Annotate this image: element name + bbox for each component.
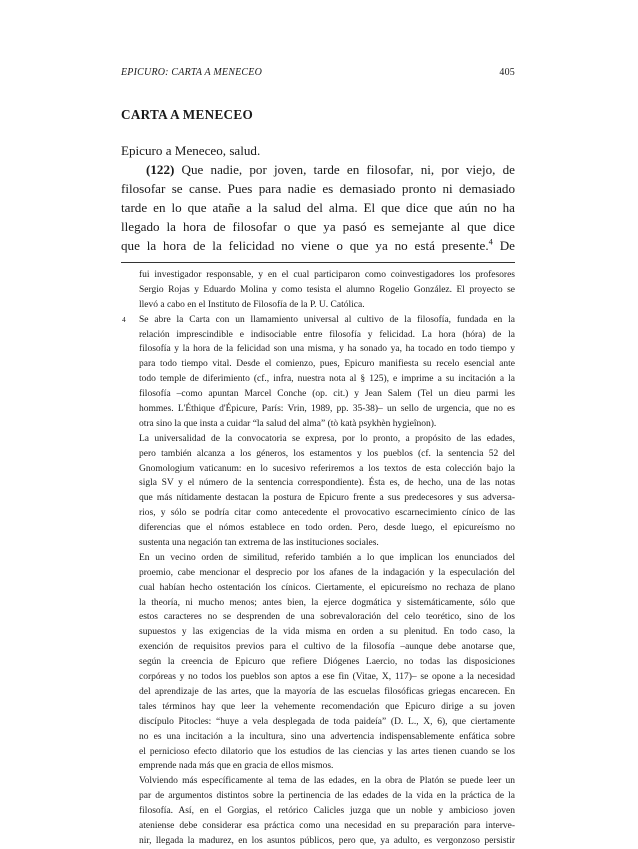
footnote-line: Gnomologium vaticanum: en lo sucesivo referiremos a los textos de esta colección bajo la [139, 463, 515, 474]
running-head-title: EPICURO: CARTA A MENECEO [121, 67, 262, 78]
footnote-line: del aprendizaje de las artes, que la mayoría de las escuelas filosóficas griegas encarecen. En [139, 686, 515, 697]
footnote-line: Se abre la Carta con un llamamiento universal al cultivo de la filosofía, fundada en la [139, 314, 515, 325]
footnote-line: emprende nada más que en gracia de ellos mismos. [139, 761, 334, 772]
footnote-line: no es una incitación a la incultura, sino una advertencia indispensablemente enfática sobre [139, 731, 515, 742]
footnote-line: pero también alcanza a los géneros, los estamentos y los pueblos (cf. la sentencia 52 del [139, 448, 515, 459]
footnote-line: estos caracteres no se desprenden de una sobrevaloración del celo teorético, sino de los [139, 612, 515, 623]
footnote-line: cual habían hecho ostentación los cínicos. Ciertamente, el epicureísmo no rechaza de plano [139, 582, 515, 593]
footnote-line: fui investigador responsable, y en el cual participaron como coinvestigadores los profesores [139, 270, 515, 280]
body-line: llegado la hora de filosofar o que ya pasó es semejante al que dice [121, 219, 515, 235]
running-head [121, 67, 515, 81]
footnotes [122, 268, 515, 849]
footnote-line: filosofía y la hora de la felicidad son una misma, y ha sonado ya, ha tocado en todo tiempo y [139, 344, 515, 355]
footnote-line: Volviendo más específicamente al tema de las edades, en la obra de Platón se puede leer un [139, 776, 515, 787]
body-line: tarde en lo que atañe a la salud del alma. El que dice que aún no ha [121, 200, 515, 216]
footnote-line: relación imprescindible e indisociable entre filosofía y felicidad. La hora (hóra) de la [139, 329, 515, 340]
footnote-line: que más nítidamente destacan la postura de Epicuro frente a sus predecesores y sus adversa- [139, 493, 515, 504]
footnote-line: En un vecino orden de similitud, referido también a lo que implican los enunciados del [139, 552, 515, 563]
footnote-line: según la creencia de Epicuro que refiere Diógenes Laercio, no todas las disposiciones [139, 657, 515, 668]
footnote-line: hommes. L'Éthique d'Épicure, París: Vrin, 1989, pp. 35-38)– un sello de urgencia, que no es [139, 404, 515, 415]
footnote-rule [121, 262, 515, 263]
footnote-number: 4 [122, 314, 126, 324]
footnote-line: La universalidad de la convocatoria se expresa, por lo pronto, a propósito de las edades, [139, 433, 515, 444]
footnote-line: diferencias que el nómos establece en todo orden. Pero, desde luego, el epicureísmo no [139, 523, 515, 534]
body-line: (122) Que nadie, por joven, tarde en filosofar, ni, por viejo, de [146, 162, 515, 178]
greeting-line: Epicuro a Meneceo, salud. [121, 143, 261, 158]
footnote-line: exención de requisitos previos para el cultivo de la filosofía –aunque debe anotarse que, [139, 642, 515, 653]
footnote-line: Sergio Rojas y Eduardo Molina y como tesista el alumno Rogelio González. El proyecto se [139, 284, 515, 295]
section-heading: CARTA A MENECEO [121, 107, 254, 122]
footnote-4 [122, 313, 515, 849]
footnote-line: nir, llegada la madurez, en los asuntos públicos, pero que, ya adulto, es vergonzoso persistir [139, 835, 515, 846]
body-line: que la hora de la felicidad no viene o que ya no está presente.$^4$ De [121, 237, 515, 254]
body-line: filosofar se canse. Pues para nadie es demasiado pronto ni demasiado [121, 181, 515, 197]
paragraph-number: (122) [146, 162, 175, 178]
footnote-line: la theoría, ni mucho menos; antes bien, la ejerce dogmática y sistemáticamente, sólo que [139, 597, 515, 608]
footnote-continuation [139, 268, 515, 313]
page-number: 405 [499, 67, 515, 78]
footnote-reference[interactable]: 4 [488, 237, 493, 248]
body-text [121, 141, 515, 256]
footnote-line: filosofía –como apuntan Marcel Conche (op. cit.) y Jean Salem (Tel un dieu parmi les [139, 389, 515, 400]
footnote-line: el pernicioso efecto dilatorio que los estudios de las ciencias y las artes tienen cuando se los [139, 746, 515, 757]
footnote-line: otra sino la que insta a cuidar “la salud del alma” (tò katà psykhèn hygieînon). [139, 418, 437, 429]
footnote-line: filosofía. Así, en el Gorgias, el retórico Calicles juzga que un noble y ambicioso joven [139, 806, 515, 817]
footnote-line: llevó a cabo en el Instituto de Filosofía de la P. U. Católica. [139, 299, 365, 310]
footnote-line: proemio, cabe mencionar el desprecio por los afanes de la indagación y la especulación del [139, 567, 515, 578]
footnote-line: discípulo Pitocles: “huye a vela desplegada de toda paideía” (D. L., X, 6), que ciertamente [139, 716, 515, 727]
footnote-line: sustenta una negación tan extrema de las instituciones sociales. [139, 538, 379, 549]
footnote-line: sigla SV y el número de la sentencia correspondiente). Ésta es, de hecho, una de las notas [139, 478, 515, 489]
footnote-line: supuestos y las exigencias de la vida misma en orden a su plenitud. En todo caso, la [139, 627, 515, 638]
footnote-line: todo temple de diferimiento (cf., infra, nuestra nota al § 125), e imprime a su incitación a la [139, 374, 515, 385]
footnote-line: tales términos hay que leer la vehemente recomendación que Epicuro dirige a su joven [139, 701, 515, 712]
footnote-line: rios, y sólo se podría citar como antecedente el provocativo escarnecimiento cínico de las [139, 508, 515, 519]
footnote-line: par de argumentos distintos sobre la pertinencia de las edades de la vida en la práctica de la [139, 791, 515, 802]
footnote-line: ateniense debe considerar esa práctica como una necesidad en su preparación para interve- [139, 820, 515, 831]
footnote-line: para todo tiempo vital. Desde el comienzo, pues, Epicuro manifiesta su recelo esencial ante [139, 359, 515, 370]
footnote-line: corpóreas y no todos los pueblos son aptos a ese fin (Vitae, X, 117)– se opone a la necesidad [139, 672, 515, 683]
